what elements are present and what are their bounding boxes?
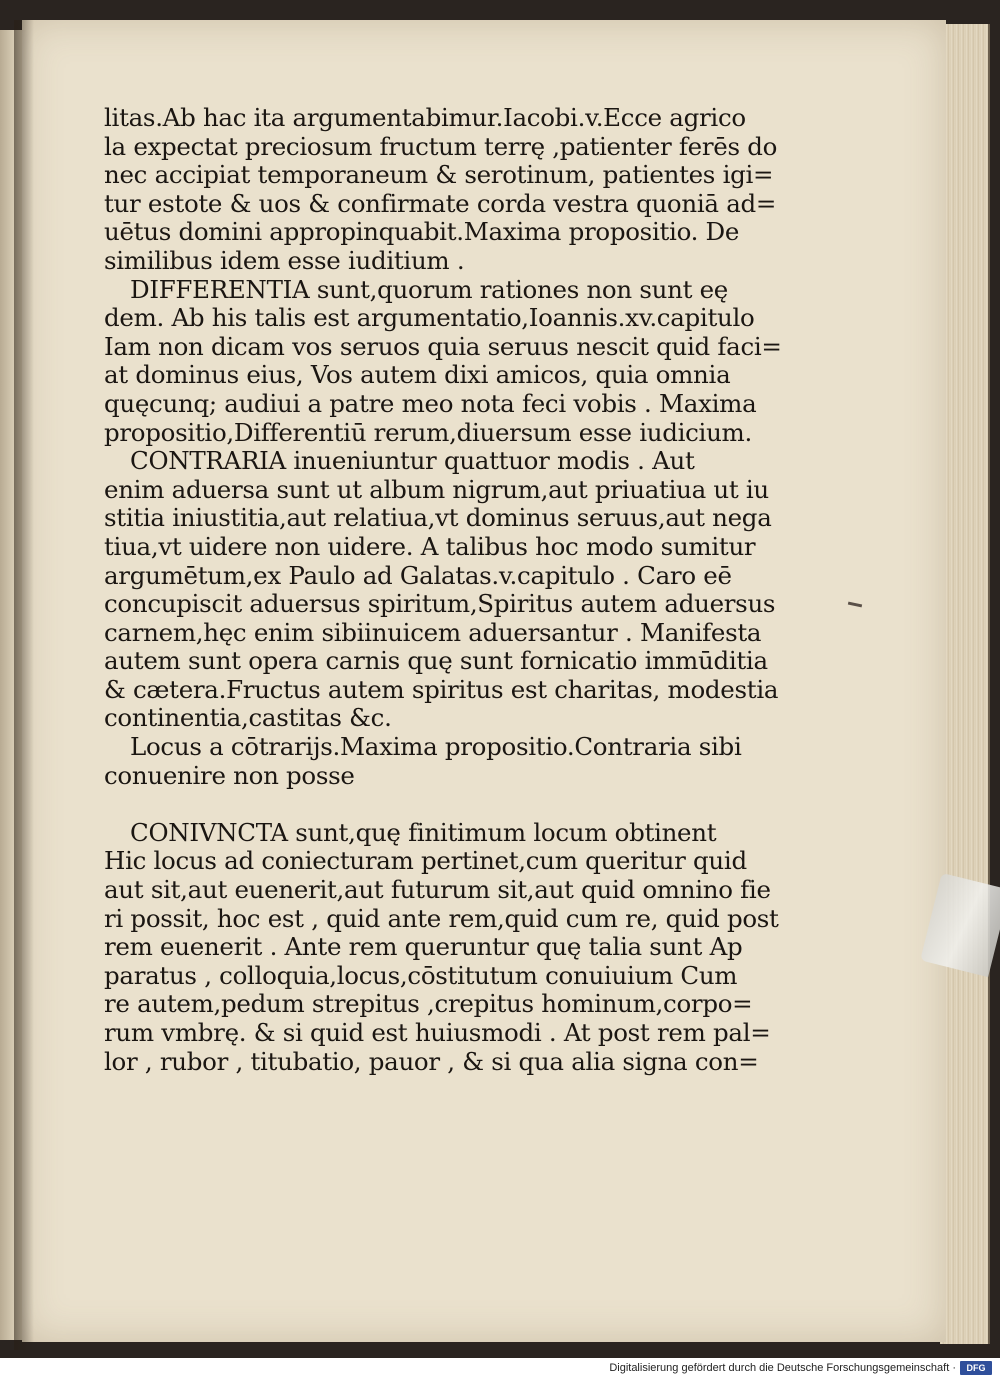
footer-credit: Digitalisierung gefördert durch die Deutsche Forschungsgemeinschaft · [609,1362,956,1374]
dfg-logo[interactable]: DFG [960,1361,992,1375]
text-line: carnem,hęc enim sibiinuicem aduersantur . Manifesta [104,617,762,647]
text-line: dem. Ab his talis est argumentatio,Ioannis.xv.capitulo [104,303,755,333]
book-page [22,20,946,1342]
text-line: litas.Ab hac ita argumentabimur.Iacobi.v.Ecce agrico [104,103,746,132]
text-line: re autem,pedum strepitus ,crepitus hominum,corpo= [104,989,753,1019]
text-line: CONIVNCTA sunt,quę finitimum locum obtinent [130,817,717,847]
blank-line [104,790,804,819]
text-line: nec accipiat temporaneum & serotinum, patientes igi= [104,160,774,190]
text-line: argumētum,ex Paulo ad Galatas.v.capitulo . Caro eē [104,560,732,590]
text-line: DIFFERENTIA sunt,quorum rationes non sunt eę [130,274,729,304]
text-line: aut sit,aut euenerit,aut futurum sit,aut quid omnino fie [104,875,771,905]
page-text-block [104,104,804,1076]
text-line: rum vmbrę. & si quid est huiusmodi . At post rem pal= [104,1018,771,1047]
text-line: conuenire non posse [104,760,355,790]
text-line: rem euenerit . Ante rem queruntur quę talia sunt Ap [104,932,743,962]
text-line: paratus , colloquia,locus,cōstitutum conuiuium Cum [104,960,738,990]
text-line: la expectat preciosum fructum terrę ,patienter ferēs do [104,131,778,161]
text-line: CONTRARIA inueniuntur quattuor modis . Aut [130,446,695,476]
text-line: concupiscit aduersus spiritum,Spiritus autem aduersus [104,589,776,619]
text-line: Iam non dicam vos seruos quia seruus nescit quid faci= [104,331,782,361]
text-line: Locus a cōtrarijs.Maxima propositio.Contraria sibi [130,732,742,762]
text-line: at dominus eius, Vos autem dixi amicos, quia omnia [104,360,731,390]
text-line: Hic locus ad coniecturam pertinet,cum queritur quid [104,846,747,876]
text-line: lor , rubor , titubatio, pauor , & si qua alia signa con= [104,1046,759,1076]
text-line: propositio,Differentiū rerum,diuersum esse iudicium. [104,417,752,447]
text-line: tiua,vt uidere non uidere. A talibus hoc modo sumitur [104,531,756,561]
page-stack-edge [940,24,990,1344]
text-line: similibus idem esse iuditium . [104,245,465,275]
binding-shadow [14,20,34,1350]
text-line: & cætera.Fructus autem spiritus est charitas, modestia [104,674,779,704]
text-line: quęcunq; audiui a patre meo nota feci vobis . Maxima [104,388,757,418]
text-line: stitia iniustitia,aut relatiua,vt dominus seruus,aut nega [104,503,772,533]
text-line: ri possit, hoc est , quid ante rem,quid cum re, quid post [104,903,779,933]
text-line: autem sunt opera carnis quę sunt fornicatio immūditia [104,646,768,676]
text-line: enim aduersa sunt ut album nigrum,aut priuatiua ut iu [104,474,769,504]
text-line: uētus domini appropinquabit.Maxima propositio. De [104,217,740,247]
text-line: tur estote & uos & confirmate corda vestra quoniā ad= [104,188,777,218]
text-line: continentia,castitas &c. [104,703,392,733]
